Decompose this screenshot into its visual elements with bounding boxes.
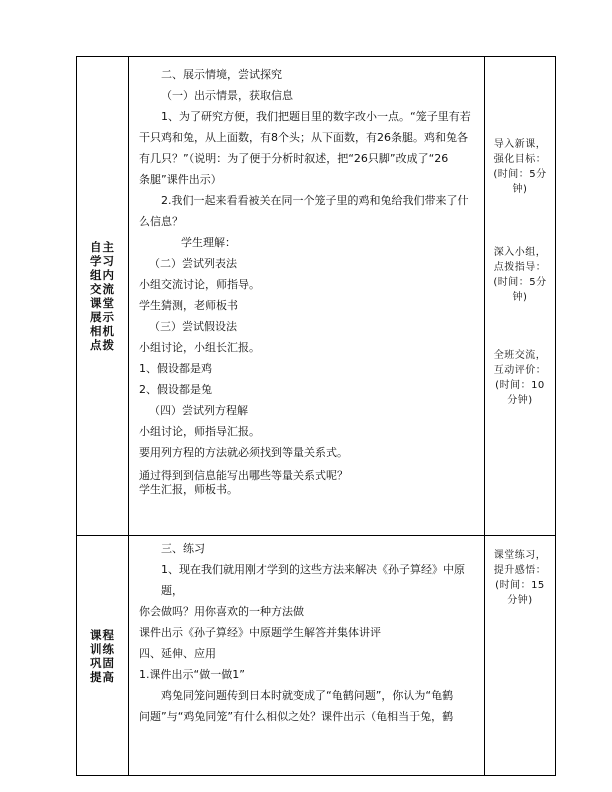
text-line: 干只鸡和兔，从上面数，有8个头；从下面数，有26条腿。鸡和兔各: [139, 131, 468, 144]
text-line: 2.我们一起来看看被关在同一个笼子里的鸡和兔给我们带来了什: [161, 194, 469, 207]
text-line: 1、假设都是鸡: [139, 362, 212, 375]
text-line: 么信息？: [139, 215, 183, 228]
text-line: 学生汇报，师板书。: [139, 483, 238, 496]
text-line: 学生理解：: [181, 236, 236, 249]
text-line: 1.课件出示“做一做1”: [139, 668, 245, 681]
stage-label: 课程训练巩固提高: [90, 627, 115, 684]
stage-cell: [77, 536, 129, 776]
note-practice: 课堂练习，提升感悟：(时间：15分钟): [493, 550, 547, 606]
text-line: 小组讨论，师指导汇报。: [139, 425, 260, 438]
text-line: 你会做吗？用你喜欢的一种方法做: [139, 605, 304, 618]
text-line: 1、现在我们就用刚才学到的这些方法来解决《孙子算经》中原题，: [161, 563, 465, 597]
content-cell: [129, 57, 485, 536]
note-cell: [485, 57, 556, 536]
stage-label: 自主学习 组内交流 课堂展示 相机点拨: [90, 240, 115, 352]
table-row-practice: [77, 536, 556, 776]
sub-heading: （四）尝试列方程解: [149, 404, 248, 417]
section-heading: 四、延伸、应用: [139, 647, 216, 660]
text-line: 要用列方程的方法就必须找到等量关系式。: [139, 446, 348, 459]
sub-heading: （一）出示情景，获取信息: [161, 89, 293, 102]
note-class: 全班交流，互动评价：(时间：10分钟): [493, 350, 547, 406]
note-group: 深入小组，点拨指导：(时间：5分钟): [493, 247, 547, 303]
text-line: 问题”与“鸡兔同笼”有什么相似之处？课件出示（龟相当于兔，鹤: [139, 710, 454, 723]
text-line: 小组讨论，小组长汇报。: [139, 341, 260, 354]
content-cell: [129, 536, 485, 776]
section-heading: 二、展示情境，尝试探究: [161, 68, 282, 81]
text-line: 2、假设都是兔: [139, 383, 212, 396]
note-intro: 导入新课，强化目标：(时间：5分钟): [493, 139, 547, 195]
text-line: 条腿”课件出示）: [139, 173, 222, 186]
text-line: 通过得到到信息能写出哪些等量关系式呢？: [139, 469, 348, 482]
text-line: 学生猜测，老师板书: [139, 299, 238, 312]
table-row-explore: [77, 57, 556, 536]
lesson-plan-table: [76, 56, 556, 776]
text-line: 有几只？”（说明：为了便于分析时叙述，把“26只脚”改成了“26: [139, 152, 449, 165]
text-line: 课件出示《孙子算经》中原题学生解答并集体讲评: [139, 626, 381, 639]
text-line: 鸡兔同笼问题传到日本时就变成了“龟鹤问题”，你认为“龟鹤: [161, 689, 454, 702]
section-heading: 三、练习: [161, 542, 205, 555]
stage-cell: [77, 57, 129, 536]
note-cell: [485, 536, 556, 776]
text-line: 1、为了研究方便，我们把题目里的数字改小一点。“笼子里有若: [161, 110, 471, 123]
text-line: 小组交流讨论，师指导。: [139, 278, 260, 291]
sub-heading: （三）尝试假设法: [149, 320, 237, 333]
sub-heading: （二）尝试列表法: [149, 257, 237, 270]
